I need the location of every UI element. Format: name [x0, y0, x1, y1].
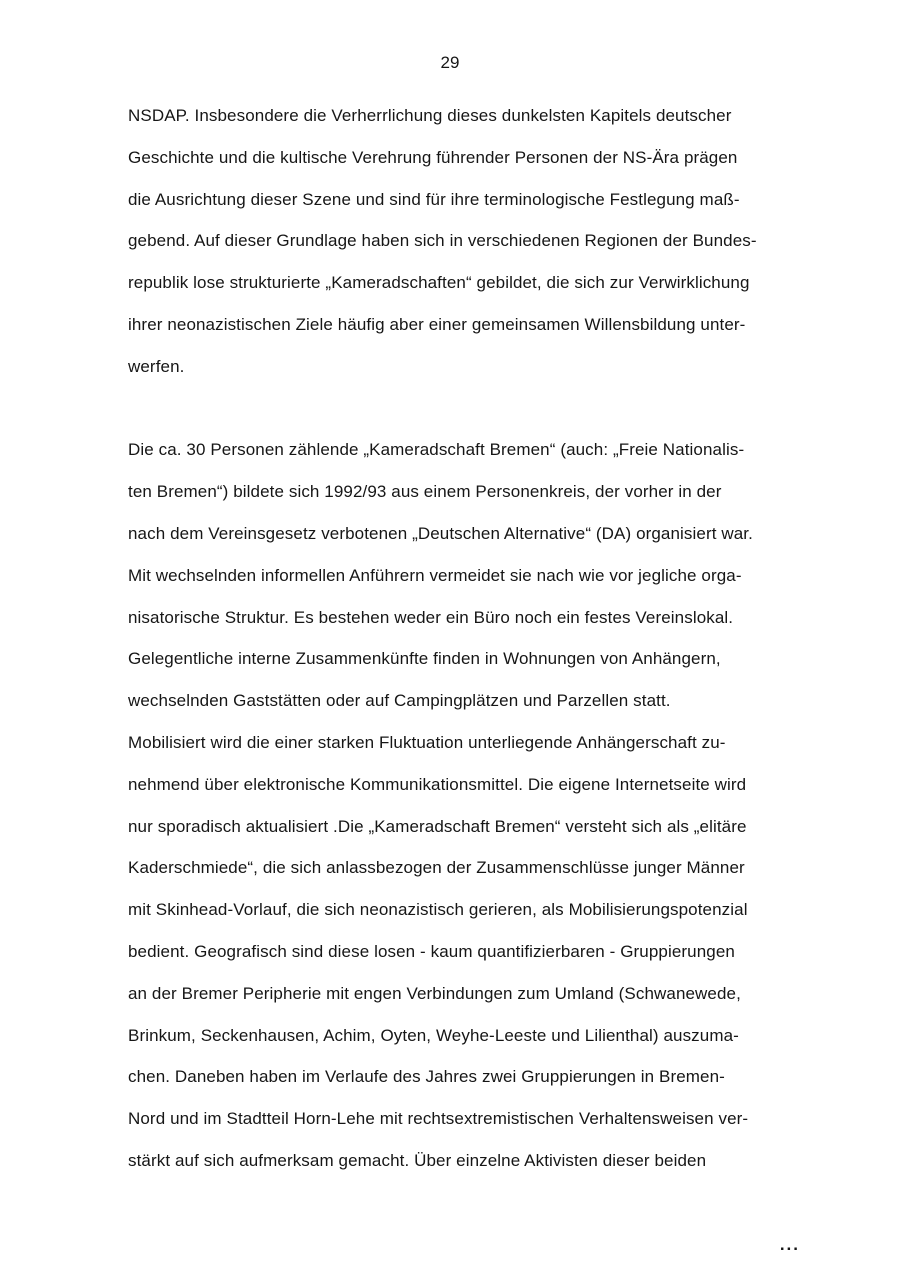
text-line: NSDAP. Insbesondere die Verherrlichung dieses dunkelsten Kapitels deutscher	[128, 106, 732, 125]
text-line: chen. Daneben haben im Verlaufe des Jahres zwei Gruppierungen in Bremen-	[128, 1067, 725, 1087]
text-line: Brinkum, Seckenhausen, Achim, Oyten, Weyhe-Leeste und Lilienthal) auszuma-	[128, 1025, 739, 1045]
paragraph-1	[128, 95, 800, 388]
text-line: Die ca. 30 Personen zählende „Kameradschaft Bremen“ (auch: „Freie Nationalis-	[128, 440, 745, 460]
page-content	[128, 95, 800, 1265]
text-line: nisatorische Struktur. Es bestehen weder ein Büro noch ein festes Vereinslokal.	[128, 607, 734, 627]
text-line: die Ausrichtung dieser Szene und sind für ihre terminologische Festlegung maß-	[128, 189, 740, 209]
text-line: Gelegentliche interne Zusammenkünfte finden in Wohnungen von Anhängern,	[128, 649, 721, 669]
paragraph-2	[128, 429, 800, 1181]
text-line: wechselnden Gaststätten oder auf Campingplätzen und Parzellen statt.	[128, 691, 671, 711]
text-line: stärkt auf sich aufmerksam gemacht. Über einzelne Aktivisten dieser beiden	[128, 1150, 707, 1170]
text-line: nehmend über elektronische Kommunikationsmittel. Die eigene Internetseite wird	[128, 774, 747, 794]
text-line: bedient. Geografisch sind diese losen - kaum quantifizierbaren - Gruppierungen	[128, 941, 735, 961]
text-line: Kaderschmiede“, die sich anlassbezogen der Zusammenschlüsse junger Männer	[128, 858, 745, 878]
continuation-ellipsis: ...	[779, 1234, 800, 1254]
page-number: 29	[440, 53, 460, 72]
text-line: ihrer neonazistischen Ziele häufig aber einer gemeinsamen Willensbildung unter-	[128, 314, 746, 334]
text-line: nach dem Vereinsgesetz verbotenen „Deutschen Alternative“ (DA) organisiert war.	[128, 523, 753, 543]
text-line: Nord und im Stadtteil Horn-Lehe mit rechtsextremistischen Verhaltensweisen ver-	[128, 1109, 749, 1129]
text-line: republik lose strukturierte „Kameradschaften“ gebildet, die sich zur Verwirklichung	[128, 273, 750, 293]
text-line: an der Bremer Peripherie mit engen Verbindungen zum Umland (Schwanewede,	[128, 983, 741, 1003]
text-line: ten Bremen“) bildete sich 1992/93 aus einem Personenkreis, der vorher in der	[128, 482, 722, 502]
text-line: nur sporadisch aktualisiert .Die „Kameradschaft Bremen“ versteht sich als „elitäre	[128, 816, 747, 836]
text-line: Geschichte und die kultische Verehrung führender Personen der NS-Ära prägen	[128, 147, 738, 167]
text-line: werfen.	[128, 356, 185, 376]
text-line: Mobilisiert wird die einer starken Fluktuation unterliegende Anhängerschaft zu-	[128, 732, 726, 752]
text-line: Mit wechselnden informellen Anführern vermeidet sie nach wie vor jegliche orga-	[128, 565, 742, 585]
text-line: gebend. Auf dieser Grundlage haben sich in verschiedenen Regionen der Bundes-	[128, 231, 757, 251]
text-line: mit Skinhead-Vorlauf, die sich neonazistisch gerieren, als Mobilisierungspotenzial	[128, 900, 748, 920]
